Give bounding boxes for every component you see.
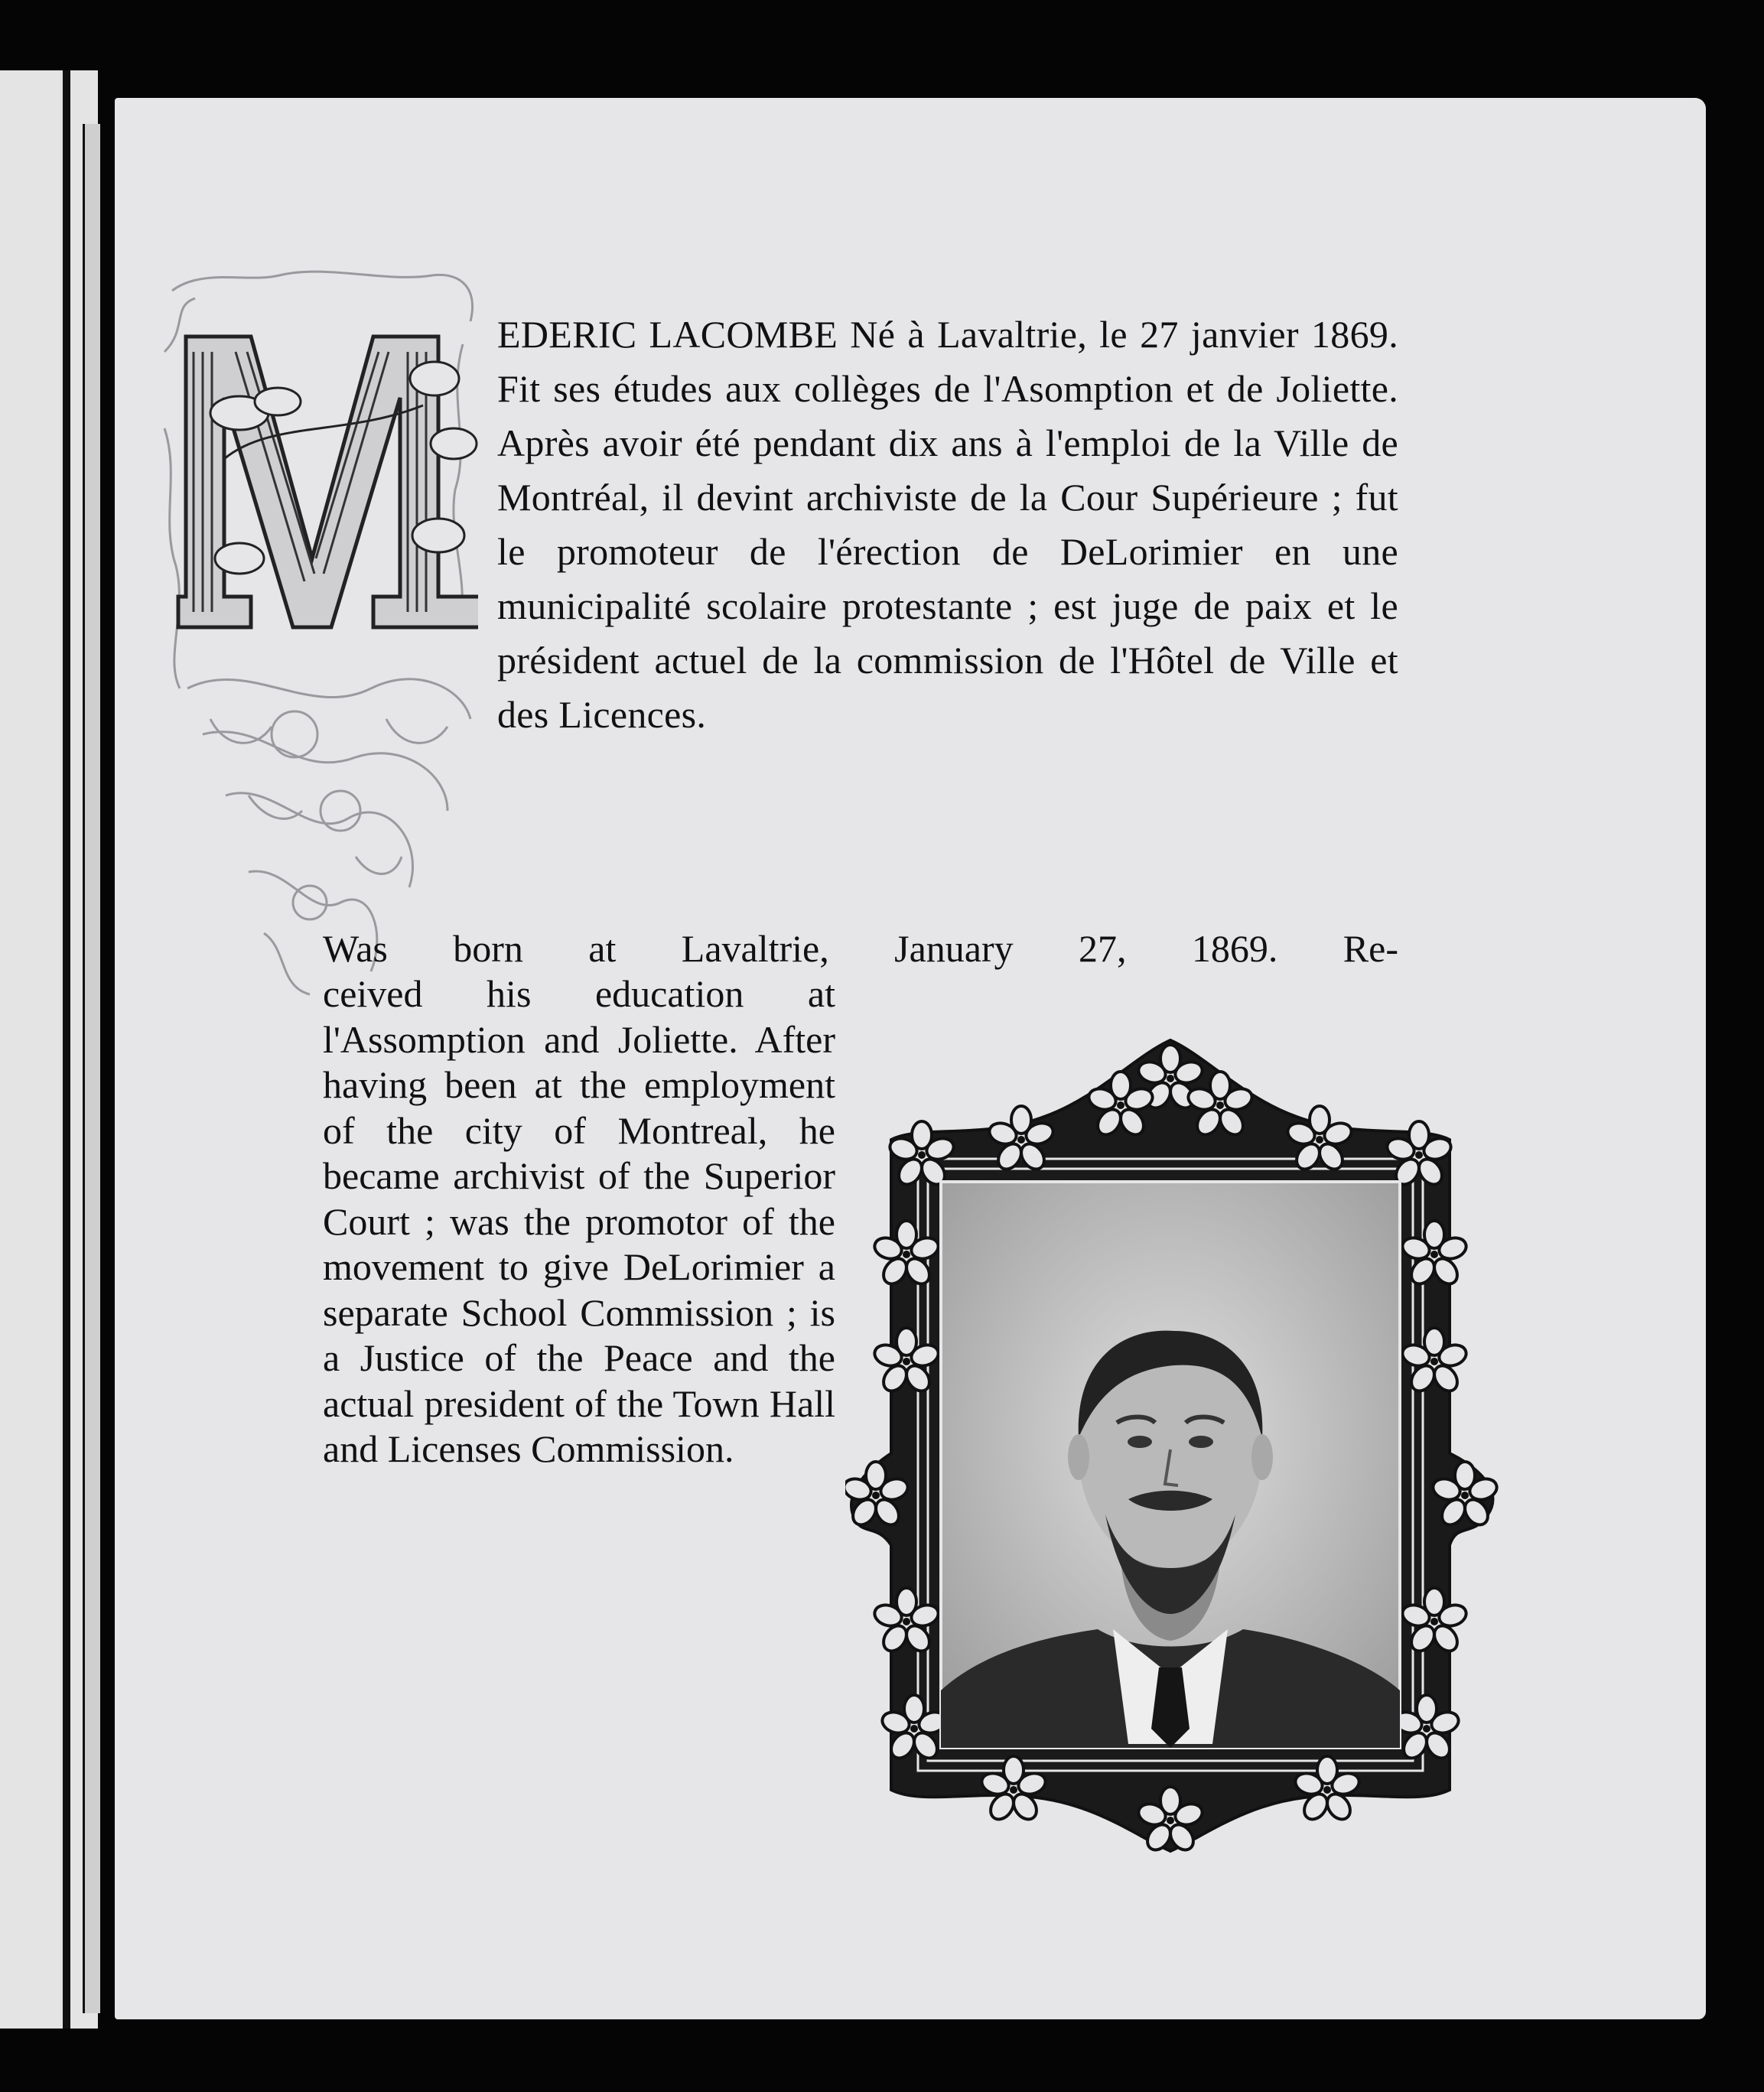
facing-page-edge <box>0 70 98 2029</box>
ornamental-drop-cap <box>157 260 478 1010</box>
page-edge-line <box>63 70 70 2029</box>
page-edge-fold <box>83 124 100 2013</box>
english-biography-first-line: Was born at Lavaltrie, January 27, 1869. Re- <box>323 927 1398 970</box>
english-biography: ceived his education at l'Assomption and Joliette. After having been at the employment of the city of Montreal, he became archivist of the Superior Court ; was the promotor of the movement to give DeLorimier a separate School Commission ; is a Justice of the Peace and the actual president of the Town Hall and Licenses Commission. <box>323 972 835 1470</box>
french-biography: EDERIC LACOMBE Né à Lavaltrie, le 27 janvier 1869. Fit ses études aux collèges de l'Asomption et de Joliette. Après avoir été pendant dix ans à l'emploi de la Ville de Montréal, il devint archiviste de la Cour Supérieure ; fut le promoteur de l'érection de DeLorimier en une municipalité scolaire protestante ; est juge de paix et le président actuel de la commission de l'Hôtel de Ville et des Licences. <box>497 313 1398 736</box>
framed-portrait <box>845 1025 1499 1866</box>
